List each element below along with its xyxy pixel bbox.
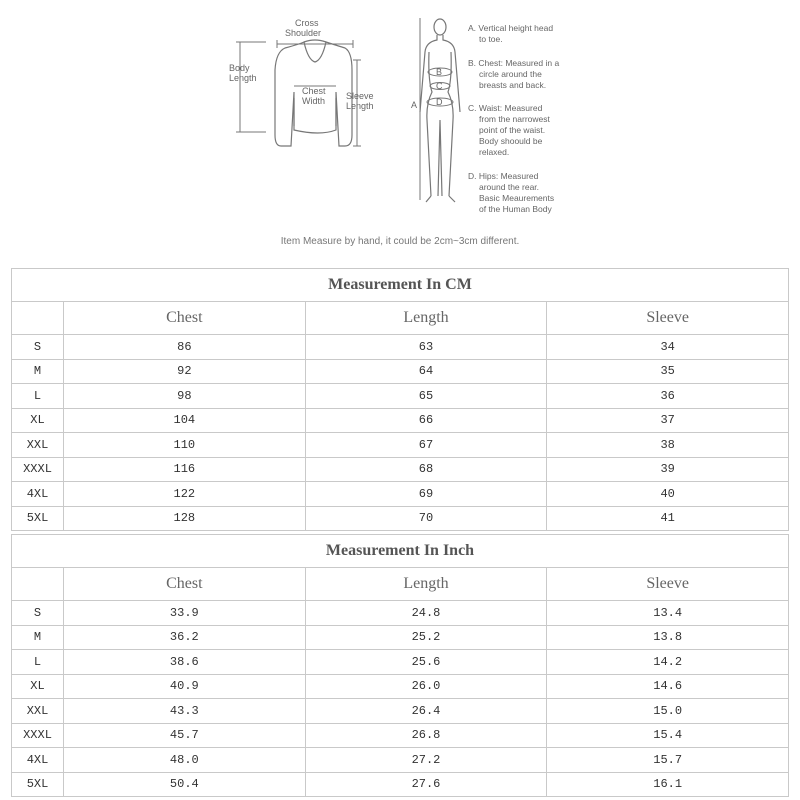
table-row [12,699,789,724]
chest-cell: 38.6 [64,650,306,675]
length-cell: 25.2 [305,625,547,650]
length-cell: 24.8 [305,601,547,626]
size-cell: M [12,625,64,650]
table-row [12,772,789,797]
sleeve-cell: 15.4 [547,723,789,748]
table-title-row [12,269,789,302]
sleeve-cell: 13.8 [547,625,789,650]
table-header-row [12,302,789,335]
chest-cell: 98 [64,384,306,409]
header-length: Length [305,302,547,335]
length-cell: 68 [305,457,547,482]
length-cell: 67 [305,433,547,458]
sleeve-cell: 38 [547,433,789,458]
chest-cell: 104 [64,408,306,433]
chest-cell: 110 [64,433,306,458]
length-cell: 26.0 [305,674,547,699]
length-cell: 66 [305,408,547,433]
marker-d: D [436,97,443,107]
sleeve-cell: 41 [547,506,789,531]
table-row [12,748,789,773]
measure-disclaimer: Item Measure by hand, it could be 2cm~3cm different. [280,236,520,247]
table-row [12,335,789,360]
table-body [12,535,789,797]
chest-cell: 116 [64,457,306,482]
header-chest: Chest [64,568,306,601]
length-cell: 69 [305,482,547,507]
size-cell: 4XL [12,482,64,507]
size-cell: M [12,359,64,384]
length-cell: 25.6 [305,650,547,675]
size-cell: XXXL [12,723,64,748]
table-row [12,359,789,384]
chest-cell: 128 [64,506,306,531]
size-table-cm [11,268,789,531]
size-table-inch [11,534,789,797]
length-cell: 63 [305,335,547,360]
marker-b: B [436,67,443,77]
sleeve-cell: 15.0 [547,699,789,724]
header-chest: Chest [64,302,306,335]
sleeve-cell: 40 [547,482,789,507]
table-row [12,625,789,650]
size-cell: XXL [12,433,64,458]
size-cell: 5XL [12,772,64,797]
table-row [12,408,789,433]
chest-cell: 33.9 [64,601,306,626]
chest-cell: 92 [64,359,306,384]
shirt-measure-lines [236,40,361,146]
sleeve-cell: 35 [547,359,789,384]
length-cell: 70 [305,506,547,531]
chest-cell: 50.4 [64,772,306,797]
sleeve-cell: 39 [547,457,789,482]
note-a: A. Vertical height head to toe. [468,23,554,44]
chest-cell: 40.9 [64,674,306,699]
size-cell: S [12,601,64,626]
length-cell: 26.4 [305,699,547,724]
size-cell: XL [12,674,64,699]
table-title: Measurement In CM [12,269,789,302]
table-header-row [12,568,789,601]
note-d: D. Hips: Measured around the rear. Basic Meaurements of the Human Body [468,171,555,214]
sleeve-cell: 14.2 [547,650,789,675]
size-cell: L [12,384,64,409]
table-row [12,650,789,675]
table-body [12,269,789,531]
body-measure-lines [420,18,453,200]
header-sleeve: Sleeve [547,302,789,335]
length-cell: 65 [305,384,547,409]
measurement-diagram [0,0,800,230]
length-cell: 27.6 [305,772,547,797]
chest-cell: 48.0 [64,748,306,773]
chest-width-label: Chest Width [302,86,326,106]
header-length: Length [305,568,547,601]
sleeve-cell: 14.6 [547,674,789,699]
chest-cell: 45.7 [64,723,306,748]
marker-c: C [436,81,443,91]
marker-a: A [411,100,418,110]
note-b: B. Chest: Measured in a circle around the breasts and back. [468,58,560,90]
chest-cell: 43.3 [64,699,306,724]
chest-cell: 36.2 [64,625,306,650]
size-cell: L [12,650,64,675]
size-cell: XXXL [12,457,64,482]
size-cell: XXL [12,699,64,724]
sleeve-length-label: Sleeve Length [346,91,374,111]
table-title-row [12,535,789,568]
table-row [12,482,789,507]
table-row [12,723,789,748]
table-title: Measurement In Inch [12,535,789,568]
cross-shoulder-label: Cross Shoulder [285,18,322,38]
header-size [12,568,64,601]
chest-cell: 122 [64,482,306,507]
size-cell: S [12,335,64,360]
size-cell: XL [12,408,64,433]
length-cell: 64 [305,359,547,384]
table-row [12,506,789,531]
sleeve-cell: 37 [547,408,789,433]
header-sleeve: Sleeve [547,568,789,601]
table-row [12,457,789,482]
chest-cell: 86 [64,335,306,360]
length-cell: 27.2 [305,748,547,773]
body-figure [420,19,460,202]
length-cell: 26.8 [305,723,547,748]
size-cell: 4XL [12,748,64,773]
body-length-label: Body Length [229,63,257,83]
header-size [12,302,64,335]
sleeve-cell: 13.4 [547,601,789,626]
table-row [12,433,789,458]
sleeve-cell: 36 [547,384,789,409]
table-row [12,601,789,626]
table-row [12,384,789,409]
size-cell: 5XL [12,506,64,531]
sleeve-cell: 15.7 [547,748,789,773]
note-c: C. Waist: Measured from the narrowest point of the waist. Body shoould be relaxed. [468,103,550,157]
sleeve-cell: 16.1 [547,772,789,797]
table-row [12,674,789,699]
sleeve-cell: 34 [547,335,789,360]
